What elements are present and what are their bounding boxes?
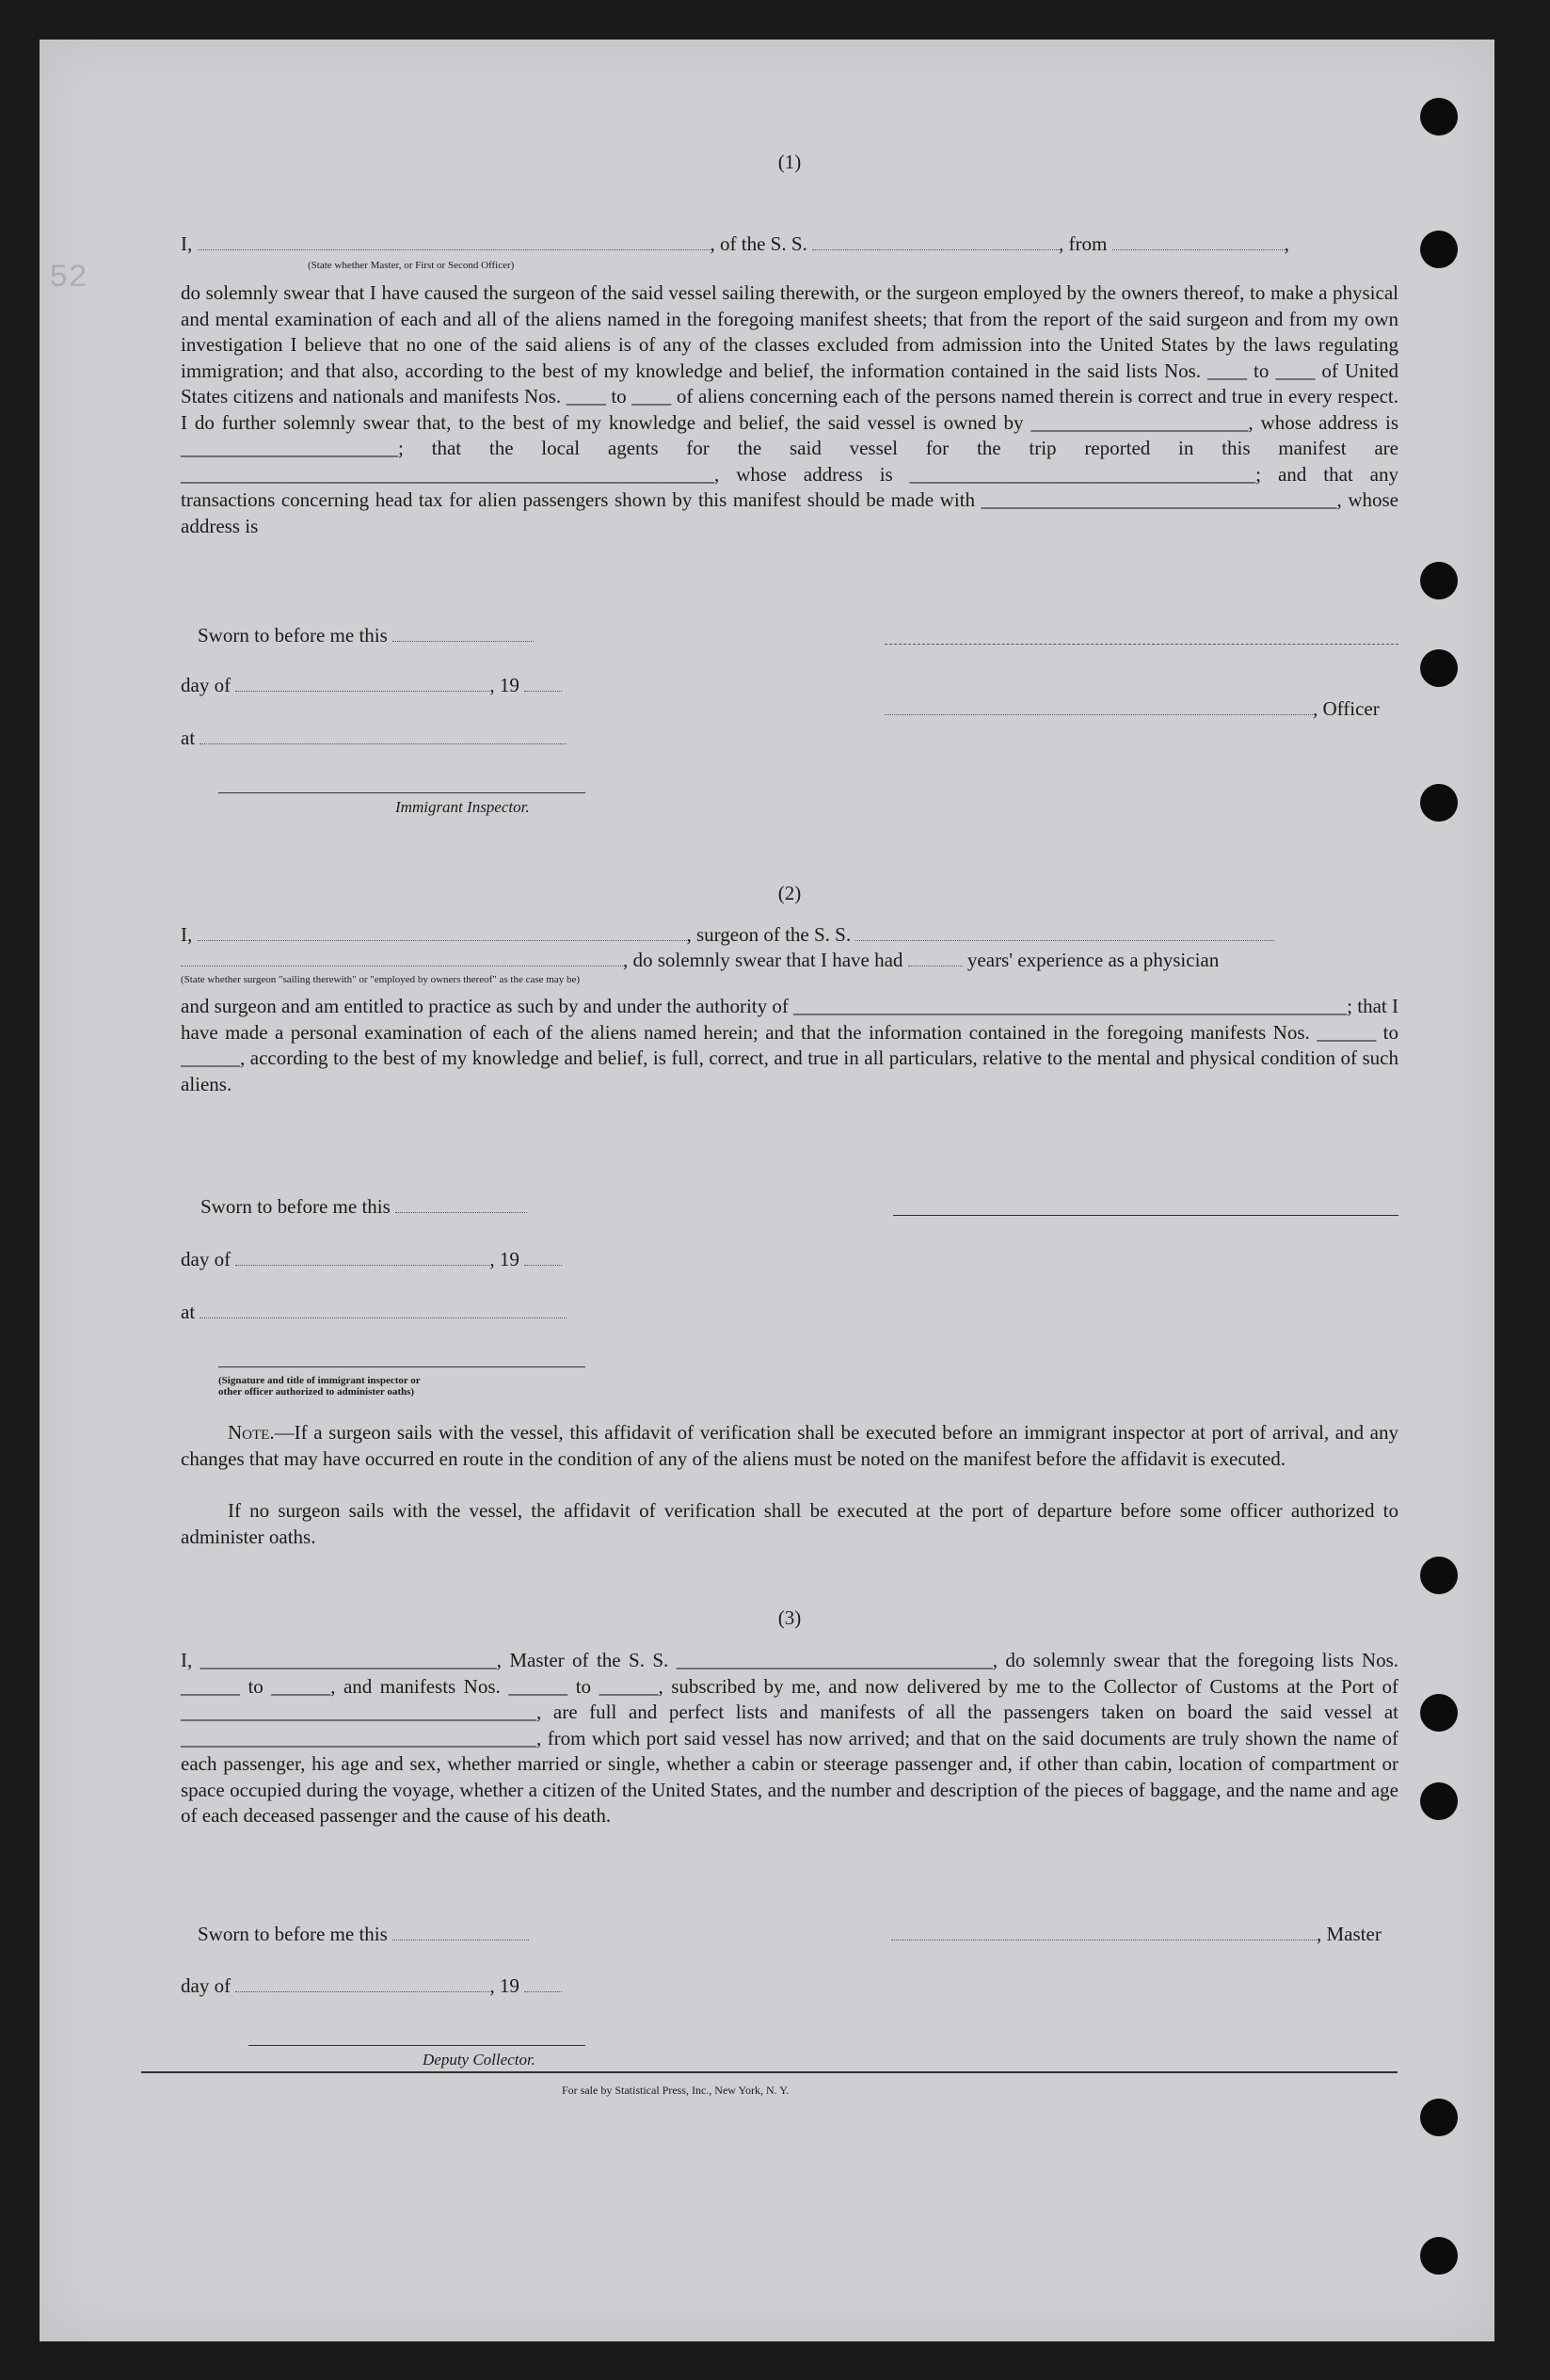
master-oath-paragraph: I, ______________________________, Master of the S. S. ________________________________, do solemnly swear that the foregoing lists Nos. ______ to ______, and manifests Nos. ______ to ______, subscribed by me, and now delivered by me to the Collector of Customs at the Port of ____________________________________, are full and perfect lists and manifests of all the passengers taken on board the said vessel at ____________________________________, from which port said vessel has now arrived; and that on the said documents are truly shown the name of each passenger, his age and sex, whether married or single, whether a cabin or steerage passenger and, if other than cabin, location of compartment or space occupied during the voyage, whether a citizen of the United States, and the number and description of the pieces of baggage, and the name and age of each deceased passenger and the cause of his death. [181, 1649, 1398, 1827]
field-caption: (State whether surgeon "sailing therewith" or "employed by owners thereof" as the case may be) [181, 974, 581, 985]
punch-hole [1420, 784, 1458, 822]
footer-rule [141, 2071, 1398, 2073]
surgeon-signature-line[interactable] [893, 1215, 1398, 1216]
field-caption: (State whether Master, or First or Second Officer) [308, 260, 515, 271]
day-field[interactable] [235, 1248, 489, 1266]
margin-number: 52 [49, 261, 88, 296]
punch-hole [1420, 231, 1458, 268]
officer-line: , Officer [885, 696, 1380, 722]
inspector-caption: Immigrant Inspector. [395, 798, 530, 816]
section-3 [181, 1606, 1398, 2096]
day-line: day of , 19 [181, 1247, 562, 1272]
punch-hole [1420, 2099, 1458, 2136]
punch-hole [1420, 98, 1458, 136]
year-field[interactable] [524, 674, 562, 692]
inspector-signature-line[interactable] [218, 1366, 585, 1367]
surgeon-status-field[interactable] [181, 949, 623, 966]
master-line: I, , of the S. S. , from , [181, 232, 1289, 255]
at-place-field[interactable] [200, 727, 567, 744]
punch-hole [1420, 649, 1458, 687]
ship-name-field-2[interactable] [855, 923, 1274, 941]
from-port-field[interactable] [1112, 232, 1285, 250]
day-field[interactable] [235, 1974, 489, 1992]
ship-name-field[interactable] [812, 232, 1059, 250]
note-paragraph-2: If no surgeon sails with the vessel, the affidavit of verification shall be executed at the port of departure before some officer authorized to administer oaths. [181, 1499, 1398, 1548]
signature-caption: other officer authorized to administer oaths) [218, 1386, 415, 1398]
section-number: (3) [777, 1606, 802, 1629]
punch-hole [1420, 562, 1458, 599]
section-number: (1) [777, 151, 802, 173]
oath-paragraph: do solemnly swear that I have caused the surgeon of the said vessel sailing therewith, or the surgeon employed by the owners thereof, to make a physical and mental examination of each and all of the aliens named in the foregoing manifest sheets; that from the report of the said surgeon and from my own investigation I believe that no one of the said aliens is of any of the classes excluded from admission into the United States by the laws regulating immigration; and that also, according to the best of my knowledge and belief, the information contained in the said lists Nos. ____ to ____ of United States citizens and nationals and manifests Nos. ____ to ____ of aliens concerning each of the persons named therein is correct and true in every respect. I do further solemnly swear that, to the best of my knowledge and belief, the said vessel is owned by ______________________, whose address is ______________________; that the local agents for the said vessel for the trip reported in this manifest are ______________________________________________________, whose address is ___________________________________; and that any transactions concerning head tax for alien passengers shown by this manifest should be made with ____________________________________, whose address is [181, 281, 1398, 537]
punch-hole [1420, 1782, 1458, 1820]
year-field[interactable] [524, 1974, 562, 1992]
day-line: day of , 19 [181, 1973, 562, 1999]
document-sheet [40, 40, 1494, 2341]
note-label: Note. [228, 1421, 275, 1444]
day-field[interactable] [235, 674, 489, 692]
master-signature-line: , Master [891, 1922, 1382, 1947]
signature-caption: (Signature and title of immigrant inspector or [218, 1375, 421, 1386]
experience-line: , do solemnly swear that I have had years' experience as a physician [181, 948, 1219, 973]
sworn-date-field[interactable] [392, 1923, 529, 1941]
officer-name-field[interactable] [198, 232, 711, 250]
day-line: day of , 19 [181, 673, 562, 698]
section-number: (2) [777, 882, 802, 904]
sworn-line: Sworn to before me this [200, 1194, 527, 1220]
collector-caption: Deputy Collector. [423, 2051, 535, 2069]
at-place-field[interactable] [200, 1301, 567, 1318]
sworn-line: Sworn to before me this [198, 623, 534, 648]
section-2 [181, 882, 1398, 1559]
signature-line[interactable] [885, 644, 1398, 645]
sworn-date-field[interactable] [395, 1195, 527, 1213]
master-signature-field[interactable] [891, 1923, 1317, 1941]
surgeon-name-field[interactable] [198, 923, 687, 941]
year-field[interactable] [524, 1248, 562, 1266]
printer-footer: For sale by Statistical Press, Inc., New York, N. Y. [562, 2084, 790, 2097]
punch-hole [1420, 1557, 1458, 1594]
officer-signature-field[interactable] [885, 697, 1313, 715]
inspector-signature-line[interactable] [218, 792, 585, 793]
at-line: at [181, 726, 567, 751]
years-field[interactable] [908, 949, 963, 966]
punch-hole [1420, 2237, 1458, 2275]
at-line: at [181, 1300, 567, 1325]
punch-hole [1420, 1694, 1458, 1732]
section-1 [181, 151, 1398, 816]
surgeon-paragraph: and surgeon and am entitled to practice as such by and under the authority of ________________________________________________________; that I have made a personal examination of each of the aliens named herein; and that the information contained in the foregoing manifests Nos. ______ to ______, according to the best of my knowledge and belief, is full, correct, and true in all particulars, relative to the mental and physical condition of such aliens. [181, 995, 1398, 1095]
sworn-line: Sworn to before me this [198, 1922, 529, 1947]
sworn-date-field[interactable] [392, 624, 534, 642]
collector-signature-line[interactable] [248, 2045, 585, 2046]
surgeon-line: I, , surgeon of the S. S. [181, 922, 1274, 948]
note-paragraph: Note.—If a surgeon sails with the vessel, this affidavit of verification shall be executed before an immigrant inspector at port of arrival, and any changes that may have occurred en route in the condition of any of the aliens must be noted on the manifest before the affidavit is executed. [181, 1421, 1398, 1470]
